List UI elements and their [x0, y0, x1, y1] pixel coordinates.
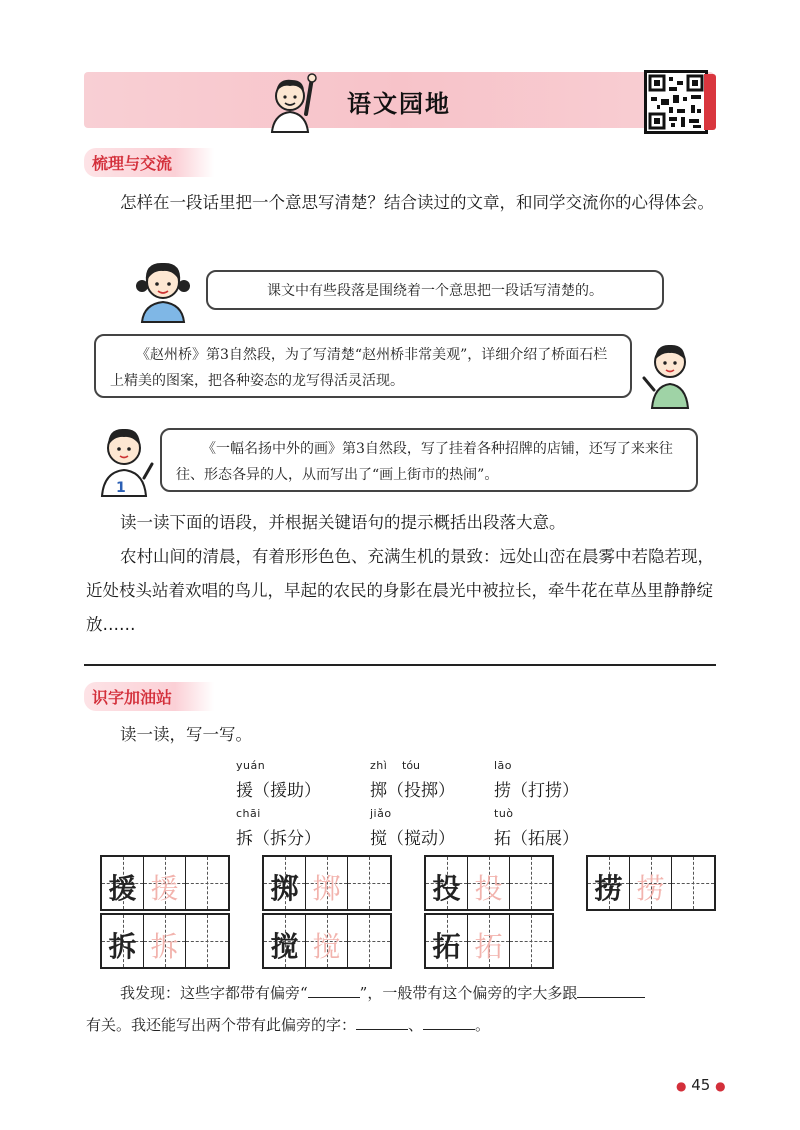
- grid-cell[interactable]: [468, 915, 510, 967]
- word-item: [370, 807, 455, 849]
- word-text: 掷（投掷）: [370, 781, 455, 801]
- model-character: 捞: [594, 872, 623, 905]
- model-character: 投: [432, 872, 461, 905]
- grid-cell: [426, 857, 468, 909]
- grid-cell: [426, 915, 468, 967]
- discovery-line-2: [86, 1010, 706, 1040]
- grid-cell[interactable]: [672, 857, 714, 909]
- writing-grid[interactable]: [262, 913, 392, 969]
- dot-icon: ●: [715, 1079, 726, 1093]
- qr-code-icon: [647, 73, 705, 131]
- grid-cell: [588, 857, 630, 909]
- grid-cell[interactable]: [630, 857, 672, 909]
- word-text: 援（援助）: [236, 781, 321, 801]
- writing-grid[interactable]: [262, 855, 392, 911]
- intro-paragraph: 怎样在一段话里把一个意思写清楚？结合读过的文章，和同学交流你的心得体会。: [120, 193, 714, 212]
- separator: 、: [408, 1016, 424, 1034]
- grid-cell: [102, 857, 144, 909]
- reading-instruction: 读一读下面的语段，并根据关键语句的提示概括出段落大意。: [120, 513, 566, 532]
- pinyin: chāi: [236, 807, 261, 820]
- discovery-text: 有关。我还能写出两个带有此偏旁的字：: [86, 1016, 357, 1034]
- page-number: [676, 1076, 726, 1094]
- word-text: 拆（拆分）: [236, 829, 321, 849]
- page-number-text: 45: [691, 1076, 711, 1094]
- grid-cell[interactable]: [306, 915, 348, 967]
- speech-bubble-girl: 课文中有些段落是围绕着一个意思把一段话写清楚的。: [206, 270, 664, 310]
- discovery-line-1: [120, 978, 720, 1008]
- end-mark: 。: [475, 1016, 491, 1034]
- word-item: [494, 759, 579, 801]
- grid-cell[interactable]: [468, 857, 510, 909]
- pinyin: zhì: [370, 759, 388, 772]
- speech-bubble-boy-1: 《赵州桥》第3自然段，为了写清楚“赵州桥非常美观”，详细介绍了桥面石栏上精美的图案，把各种姿态的龙写得活灵活现。: [94, 334, 632, 398]
- word-item: [494, 807, 579, 849]
- grid-cell[interactable]: [306, 857, 348, 909]
- grid-cell[interactable]: [144, 915, 186, 967]
- qr-code[interactable]: [644, 70, 708, 134]
- grid-cell[interactable]: [186, 915, 228, 967]
- writing-grid[interactable]: [424, 913, 554, 969]
- trace-character: 掷: [312, 872, 341, 905]
- grid-cell[interactable]: [348, 915, 390, 967]
- section-divider: [84, 664, 716, 666]
- page-title: 语文园地: [347, 90, 451, 118]
- trace-character: 拓: [474, 930, 503, 963]
- writing-grid[interactable]: [424, 855, 554, 911]
- pinyin: jiǎo: [370, 807, 392, 820]
- grid-cell: [264, 857, 306, 909]
- discovery-text: ”，一般带有这个偏旁的字大多跟: [359, 984, 578, 1002]
- section-label-characters: 识字加油站: [84, 682, 214, 711]
- grid-cell: [264, 915, 306, 967]
- reading-passage: 农村山间的清晨，有着形形色色、充满生机的景致：远处山峦在晨雾中若隐若现，近处枝头站着欢唱的鸟儿，早起的农民的身影在晨光中被拉长，牵牛花在草丛里静静绽放……: [86, 547, 714, 634]
- word-text: 拓（拓展）: [494, 829, 579, 849]
- word-item: [236, 807, 321, 849]
- char-blank-2[interactable]: [423, 1012, 475, 1030]
- grid-cell[interactable]: [510, 857, 552, 909]
- trace-character: 援: [150, 872, 179, 905]
- speech-bubble-boy-2: 《一幅名扬中外的画》第3自然段，写了挂着各种招牌的店铺，还写了来来往往、形态各异的人，从而写出了“画上街市的热闹”。: [160, 428, 698, 492]
- word-text: 捞（打捞）: [494, 781, 579, 801]
- pinyin: tóu: [402, 759, 421, 772]
- word-text: 搅（搅动）: [370, 829, 455, 849]
- girl-illustration: [128, 254, 198, 324]
- grid-cell[interactable]: [348, 857, 390, 909]
- pinyin: yuán: [236, 759, 266, 772]
- pinyin: lāo: [494, 759, 513, 772]
- model-character: 搅: [270, 930, 299, 963]
- section-label-review: 梳理与交流: [84, 148, 214, 177]
- writing-grid[interactable]: [100, 913, 230, 969]
- trace-character: 投: [474, 872, 503, 905]
- trace-character: 搅: [312, 930, 341, 963]
- model-character: 掷: [270, 872, 299, 905]
- svg-text:1: 1: [116, 480, 126, 496]
- pinyin: tuò: [494, 807, 514, 820]
- model-character: 援: [108, 872, 137, 905]
- writing-grid[interactable]: [100, 855, 230, 911]
- grid-cell[interactable]: [186, 857, 228, 909]
- boy-pointing-illustration: [262, 70, 320, 134]
- title-banner: [84, 72, 714, 128]
- grid-cell[interactable]: [510, 915, 552, 967]
- discovery-text: 我发现：这些字都带有偏旁“: [120, 984, 308, 1002]
- model-character: 拆: [108, 930, 137, 963]
- trace-character: 拆: [150, 930, 179, 963]
- trace-character: 捞: [636, 872, 665, 905]
- boy-illustration: [640, 334, 700, 410]
- grid-cell[interactable]: [144, 857, 186, 909]
- char-blank-1[interactable]: [356, 1012, 408, 1030]
- model-character: 拓: [432, 930, 461, 963]
- qr-side-tab: [704, 74, 716, 130]
- boy-jersey-illustration: [92, 418, 156, 498]
- characters-instruction: 读一读，写一写。: [120, 725, 252, 744]
- meaning-blank[interactable]: [577, 980, 645, 998]
- dot-icon: ●: [676, 1079, 687, 1093]
- grid-cell: [102, 915, 144, 967]
- word-item: [370, 759, 455, 801]
- radical-blank[interactable]: [308, 980, 360, 998]
- word-item: [236, 759, 321, 801]
- writing-grid[interactable]: [586, 855, 716, 911]
